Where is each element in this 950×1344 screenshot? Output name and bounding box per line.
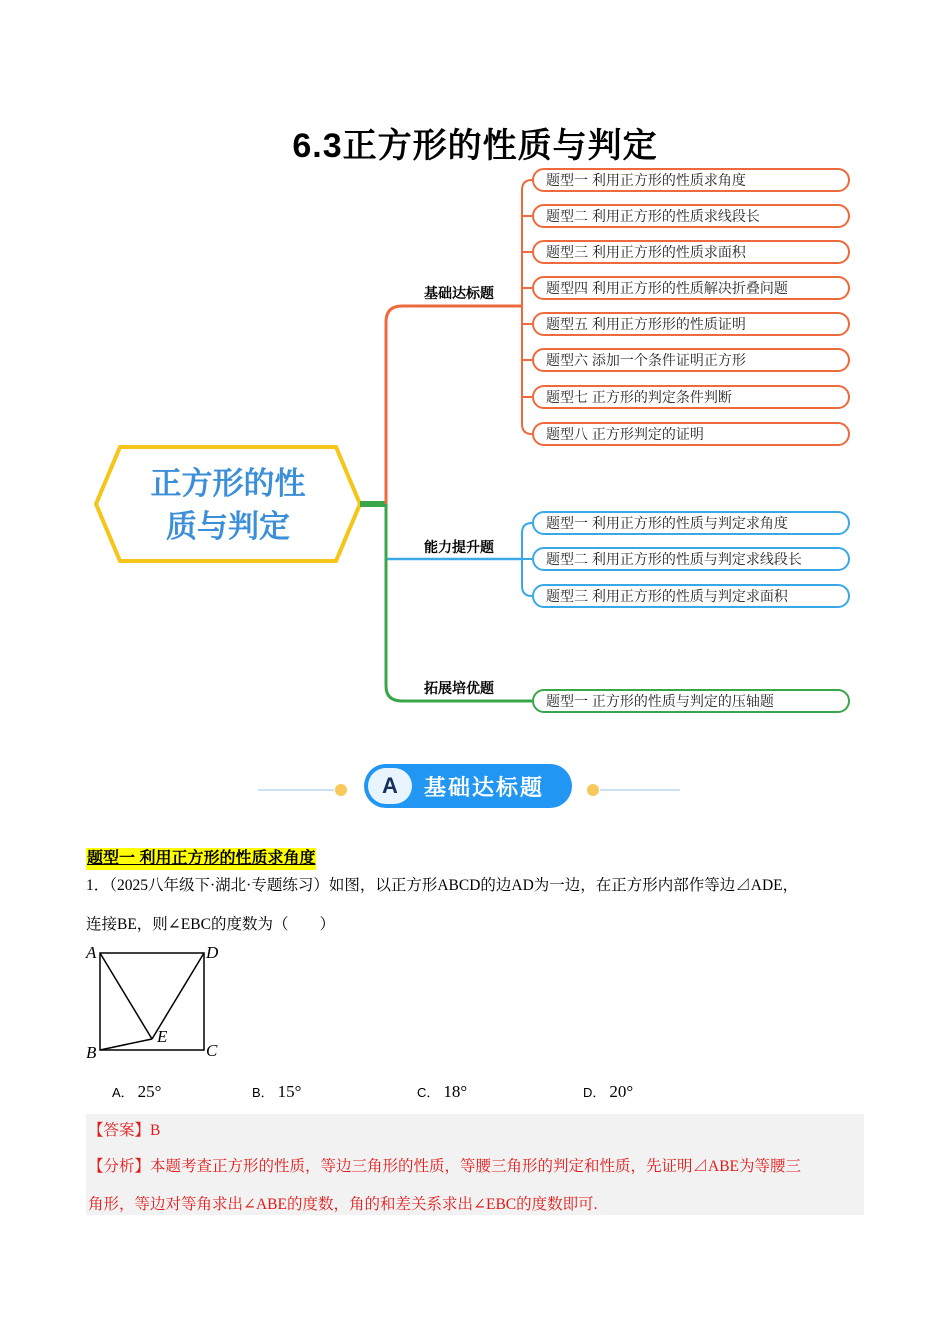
extended-item-1: 题型一 正方形的性质与判定的压轴题 xyxy=(532,689,850,713)
basic-item-3: 题型三 利用正方形的性质求面积 xyxy=(532,240,850,264)
segment-be xyxy=(100,1039,152,1050)
option-b[interactable] xyxy=(252,1082,301,1102)
segment-ae xyxy=(100,953,152,1039)
label-b: B xyxy=(86,1043,97,1062)
option-c-letter: C． xyxy=(417,1085,440,1100)
advanced-item-1: 题型一 利用正方形的性质与判定求角度 xyxy=(532,511,850,535)
option-d-letter: D． xyxy=(583,1085,606,1100)
square-abcd xyxy=(100,953,204,1050)
option-c-value: 18° xyxy=(443,1082,468,1101)
label-a: A xyxy=(86,943,97,962)
advanced-item-connectors xyxy=(522,523,532,596)
basic-item-1: 题型一 利用正方形的性质求角度 xyxy=(532,168,850,192)
basic-item-connectors xyxy=(522,180,532,434)
basic-item-6: 题型六 添加一个条件证明正方形 xyxy=(532,348,850,372)
branch-connector-basic xyxy=(386,306,522,504)
advanced-item-3: 题型三 利用正方形的性质与判定求面积 xyxy=(532,584,850,608)
basic-item-2: 题型二 利用正方形的性质求线段长 xyxy=(532,204,850,228)
branch-label-extended: 拓展培优题 xyxy=(424,680,494,696)
analysis-line-1: 【分析】本题考查正方形的性质，等边三角形的性质，等腰三角形的判定和性质，先证明⊿ABE为等腰三 xyxy=(88,1158,802,1175)
mindmap-center-node xyxy=(100,462,356,548)
label-d: D xyxy=(206,943,219,962)
banner-left-dot xyxy=(335,784,347,796)
option-c[interactable] xyxy=(417,1082,467,1102)
option-a-letter: A． xyxy=(112,1085,134,1100)
option-a[interactable] xyxy=(112,1082,161,1102)
question-line-2: 连接BE，则∠EBC的度数为（ ） xyxy=(86,916,335,933)
branch-connector-extended xyxy=(386,504,532,701)
center-line-2: 质与判定 xyxy=(166,509,290,544)
page-title: 6.3正方形的性质与判定 xyxy=(292,127,658,165)
answer-line: 【答案】B xyxy=(88,1122,161,1139)
option-d[interactable] xyxy=(583,1082,633,1102)
option-b-letter: B． xyxy=(252,1085,274,1100)
banner-letter: A xyxy=(368,768,412,804)
label-c: C xyxy=(206,1041,218,1060)
label-e: E xyxy=(157,1027,168,1046)
basic-item-8: 题型八 正方形判定的证明 xyxy=(532,422,850,446)
center-line-1: 正方形的性 xyxy=(150,466,306,501)
banner-right-dot xyxy=(587,784,599,796)
branch-label-advanced: 能力提升题 xyxy=(424,539,494,555)
option-a-value: 25° xyxy=(137,1082,162,1101)
basic-item-4: 题型四 利用正方形的性质解决折叠问题 xyxy=(532,276,850,300)
basic-item-5: 题型五 利用正方形形的性质证明 xyxy=(532,312,850,336)
basic-item-7: 题型七 正方形的判定条件判断 xyxy=(532,385,850,409)
section-heading: 题型一 利用正方形的性质求角度 xyxy=(86,848,316,870)
option-b-value: 15° xyxy=(277,1082,302,1101)
banner-title: 基础达标题 xyxy=(424,775,545,800)
question-line-1: 1．（2025八年级下·湖北·专题练习）如图，以正方形ABCD的边AD为一边，在正方形内部作等边⊿ADE， xyxy=(86,877,799,894)
analysis-line-2: 角形，等边对等角求出∠ABE的度数，角的和差关系求出∠EBC的度数即可. xyxy=(88,1196,598,1213)
advanced-item-2: 题型二 利用正方形的性质与判定求线段长 xyxy=(532,547,850,571)
option-d-value: 20° xyxy=(609,1082,634,1101)
branch-label-basic: 基础达标题 xyxy=(424,285,494,301)
